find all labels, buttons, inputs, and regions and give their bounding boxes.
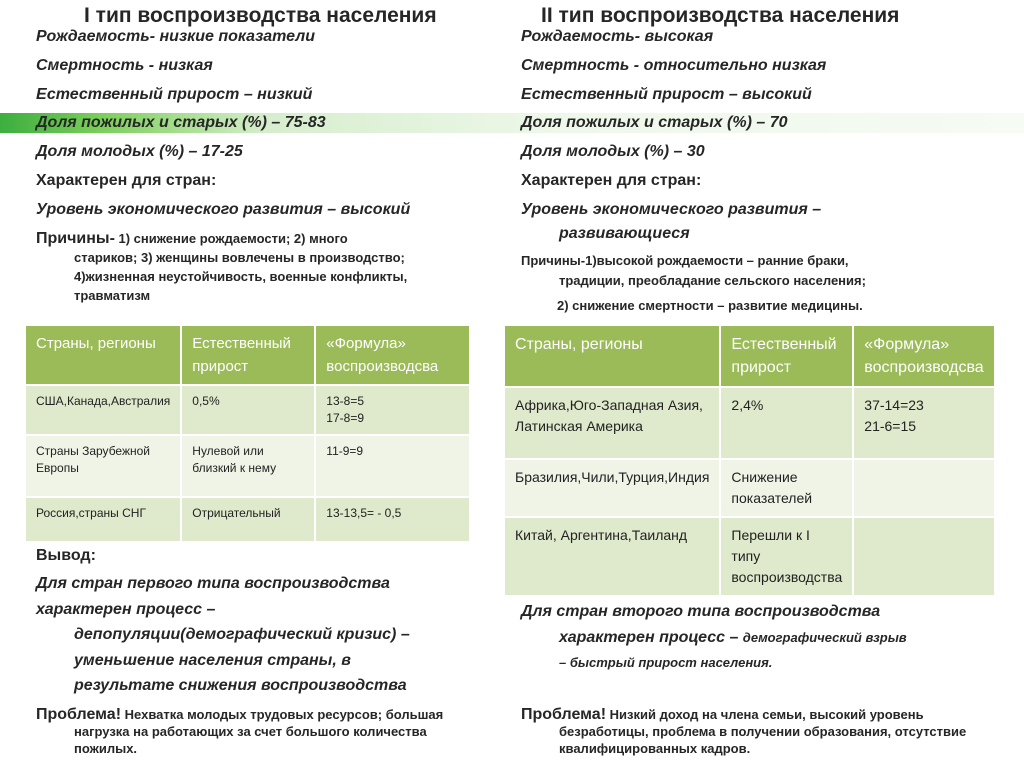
reasons-text: 2) снижение смертности – развитие медицины. (557, 298, 863, 313)
conclusion-heading: Вывод: (36, 547, 96, 564)
type-two-title: II тип воспроизводства населения (541, 4, 900, 27)
economy-line: Уровень экономического развития – высокий (36, 201, 411, 218)
problem-text: нагрузка на работающих за счет большого количества (74, 724, 427, 739)
type-one-title: I тип воспроизводства населения (84, 4, 437, 27)
table-header: Естественный прирост (720, 326, 853, 387)
table-header: «Формула» воспроизводсва (315, 326, 470, 385)
problem-text: Низкий доход на члена семьи, высокий уровень (606, 707, 924, 722)
reasons-block (36, 229, 407, 305)
reasons-lead: Причины- (36, 230, 115, 247)
problem-text: пожилых. (74, 741, 138, 756)
table-cell (853, 459, 994, 517)
conclusion-line: Для стран второго типа воспроизводства (521, 603, 881, 620)
conclusion-line: Для стран первого типа воспроизводства (36, 575, 390, 592)
conclusion-line: характерен процесс – (36, 600, 216, 618)
reasons-block (521, 251, 866, 316)
reasons-text: традиции, преобладание сельского населения; (559, 273, 866, 288)
table-cell: 11-9=9 (315, 435, 470, 497)
reasons-text: 4)жизненная неустойчивость, военные конфликты, (74, 269, 408, 284)
natural-growth-line: Естественный прирост – низкий (36, 86, 313, 103)
table-cell: 2,4% (720, 387, 853, 459)
birth-rate-line: Рождаемость- высокая (521, 28, 714, 45)
conclusion-text (521, 599, 907, 676)
type-two-table (505, 326, 996, 595)
table-cell: Страны Зарубежной Европы (26, 435, 181, 497)
problem-text: квалифицированных кадров. (559, 741, 751, 756)
table-cell: Снижение показателей (720, 459, 853, 517)
table-row (26, 385, 470, 435)
table-cell: 0,5% (181, 385, 315, 435)
conclusion-line: характерен процесс – (559, 628, 743, 646)
problem-text: Нехватка молодых трудовых ресурсов; большая (121, 707, 444, 722)
table-header: «Формула» воспроизводсва (853, 326, 994, 387)
problem-heading: Проблема! (521, 706, 607, 723)
reasons-text: 1) снижение рождаемости; 2) много (114, 231, 348, 246)
conclusion-line: демографический взрыв (742, 629, 907, 645)
type-one-table (26, 326, 471, 541)
table-cell: 37-14=23 21-6=15 (853, 387, 994, 459)
economy-line: развивающиеся (559, 225, 690, 242)
conclusion-line: результате снижения воспроизводства (74, 677, 407, 694)
countries-label: Характерен для стран: (521, 172, 702, 189)
reasons-text: травматизм (74, 288, 151, 303)
table-cell: Россия,страны СНГ (26, 497, 181, 541)
problem-heading: Проблема! (36, 706, 122, 723)
young-share-line: Доля молодых (%) – 17-25 (36, 143, 243, 160)
death-rate-line: Смертность - относительно низкая (521, 57, 827, 74)
table-cell: Китай, Аргентина,Таиланд (505, 517, 720, 595)
conclusion-line: – быстрый прирост населения. (559, 655, 773, 670)
table-row (505, 517, 995, 595)
table-header: Страны, регионы (505, 326, 720, 387)
table-cell: Отрицательный (181, 497, 315, 541)
table-cell: Африка,Юго-Западная Азия, Латинская Америка (505, 387, 720, 459)
table-row (26, 435, 470, 497)
table-cell: Бразилия,Чили,Турция,Индия (505, 459, 720, 517)
elderly-share-line: Доля пожилых и старых (%) – 75-83 (36, 114, 326, 131)
countries-label: Характерен для стран: (36, 172, 217, 189)
table-cell: Перешли к I типу воспроизводства (720, 517, 853, 595)
table-cell: США,Канада,Австралия (26, 385, 181, 435)
table-cell: 13-8=5 17-8=9 (315, 385, 470, 435)
table-cell (853, 517, 994, 595)
birth-rate-line: Рождаемость- низкие показатели (36, 28, 315, 45)
problem-text: безработицы, проблема в получении образования, отсутствие (559, 724, 967, 739)
elderly-share-line: Доля пожилых и старых (%) – 70 (521, 114, 788, 131)
table-cell: Нулевой или близкий к нему (181, 435, 315, 497)
problem-block (521, 706, 966, 757)
table-header: Естественный прирост (181, 326, 315, 385)
problem-block (36, 706, 443, 757)
table-row (505, 459, 995, 517)
young-share-line: Доля молодых (%) – 30 (521, 143, 705, 160)
reasons-text: Причины-1)высокой рождаемости – ранние браки, (521, 253, 849, 268)
table-header: Страны, регионы (26, 326, 181, 385)
reasons-text: стариков; 3) женщины вовлечены в производство; (74, 250, 405, 265)
conclusion-line: уменьшение населения страны, в (74, 651, 351, 669)
conclusion-line: депопуляции(демографический кризис) – (74, 626, 410, 643)
economy-line: Уровень экономического развития – (521, 201, 822, 218)
table-row (26, 497, 470, 541)
table-row (505, 387, 995, 459)
death-rate-line: Смертность - низкая (36, 57, 213, 74)
table-cell: 13-13,5= - 0,5 (315, 497, 470, 541)
natural-growth-line: Естественный прирост – высокий (521, 86, 812, 103)
conclusion-text (36, 571, 410, 699)
